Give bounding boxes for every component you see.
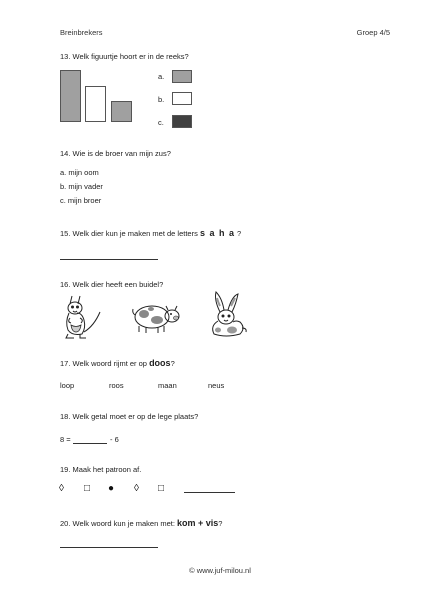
q17-option-roos[interactable]: roos — [109, 381, 124, 390]
q17-option-neus[interactable]: neus — [208, 381, 225, 390]
q20-prefix: 20. Welk woord kun je maken met: — [60, 519, 177, 528]
q18-equation-left: 8 = — [60, 435, 71, 444]
option-c-label: c. — [158, 118, 164, 127]
q14-option-c[interactable]: c. mijn broer — [60, 196, 102, 205]
q17-option-loop[interactable]: loop — [60, 381, 75, 390]
option-c-swatch[interactable] — [172, 115, 192, 128]
q19-answer-line[interactable] — [184, 492, 235, 493]
pattern-square-1: □ — [84, 483, 91, 494]
q14-option-a[interactable]: a. mijn oom — [60, 168, 99, 177]
cow-icon[interactable] — [130, 297, 182, 337]
q17-option-maan[interactable]: maan — [158, 381, 177, 390]
rabbit-icon[interactable] — [206, 290, 250, 340]
footer-copyright: © www.juf-milou.nl — [189, 566, 251, 575]
question-16: 16. Welk dier heeft een buidel? — [60, 280, 164, 289]
option-b-label: b. — [158, 95, 165, 104]
question-15 — [60, 228, 241, 238]
option-a-label: a. — [158, 72, 165, 81]
q18-answer-line[interactable] — [73, 443, 107, 444]
q14-option-b[interactable]: b. mijn vader — [60, 182, 103, 191]
pattern-diamond-2: ◊ — [134, 483, 139, 494]
q17-prefix: 17. Welk woord rijmt er op — [60, 359, 150, 368]
option-a-swatch[interactable] — [172, 70, 192, 83]
q17-suffix: ? — [170, 359, 175, 368]
q20-answer-line[interactable] — [60, 547, 158, 548]
question-18: 18. Welk getal moet er op de lege plaats? — [60, 412, 199, 421]
q18-equation-right: - 6 — [110, 435, 119, 444]
q20-suffix: ? — [218, 519, 223, 528]
series-bar-2 — [85, 86, 106, 122]
pattern-dot: ● — [108, 483, 115, 494]
pattern-square-2: □ — [158, 483, 165, 494]
series-bar-3 — [111, 101, 132, 122]
question-19: 19. Maak het patroon af. — [60, 465, 142, 474]
header-group: Groep 4/5 — [356, 28, 390, 37]
kangaroo-icon[interactable] — [58, 292, 104, 342]
q15-answer-line[interactable] — [60, 259, 158, 260]
q15-prefix: 15. Welk dier kun je maken met de letters — [60, 229, 200, 238]
series-bar-1 — [60, 70, 81, 122]
q15-suffix: ? — [234, 229, 242, 238]
pattern-diamond-1: ◊ — [59, 483, 64, 494]
q15-letters: s a h a — [199, 228, 235, 238]
question-17 — [60, 358, 175, 368]
question-14: 14. Wie is de broer van mijn zus? — [60, 149, 171, 158]
question-20 — [60, 518, 222, 528]
option-b-swatch[interactable] — [172, 92, 192, 105]
question-13: 13. Welk figuurtje hoort er in de reeks? — [60, 52, 189, 61]
q20-word: kom + vis — [177, 518, 219, 528]
q17-word: doos — [149, 358, 171, 368]
header-title: Breinbrekers — [60, 28, 103, 37]
